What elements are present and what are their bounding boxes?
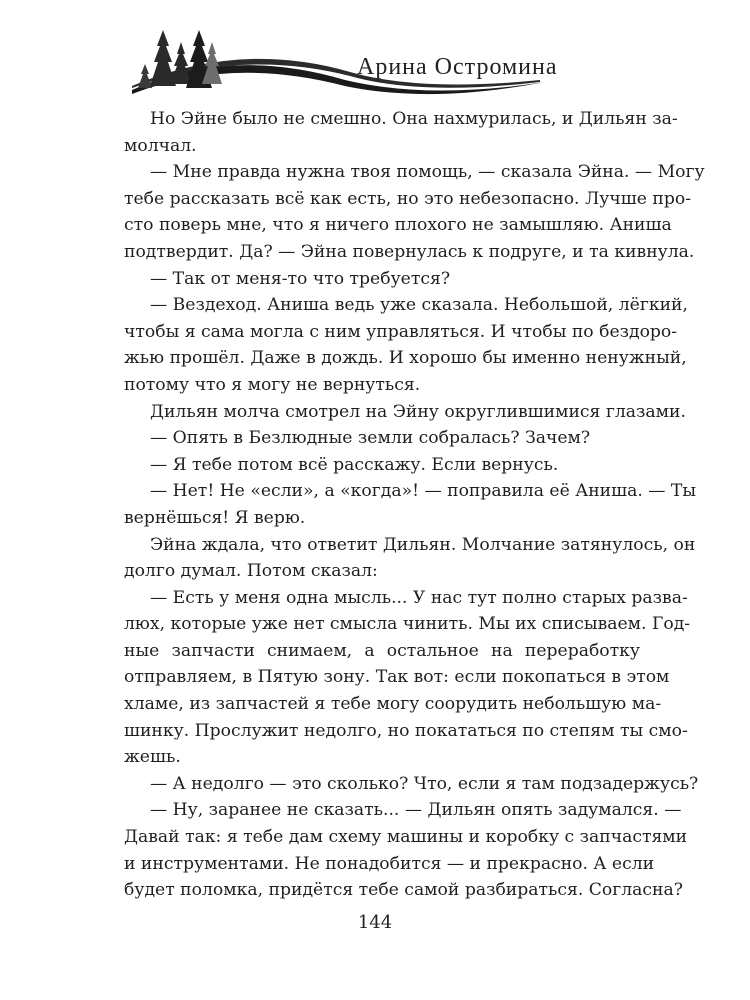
text-line: отправляем, в Пятую зону. Так вот: если покопаться в этом xyxy=(124,667,670,688)
text-line: вернёшься! Я верю. xyxy=(124,507,306,528)
text-line: сто поверь мне, что я ничего плохого не замышляю. Аниша xyxy=(124,215,672,236)
page-body-text xyxy=(124,106,705,904)
text-line: — Вездеход. Аниша ведь уже сказала. Небольшой, лёгкий, xyxy=(150,295,688,316)
text-line: Давай так: я тебе дам схему машины и коробку с запчастями xyxy=(124,827,688,848)
page-number: 144 xyxy=(357,912,393,933)
author-name: Арина Остромина xyxy=(357,54,558,80)
text-line: — Нет! Не «если», а «когда»! — поправила её Аниша. — Ты xyxy=(150,481,697,502)
text-line: Дильян молча смотрел на Эйну округлившимися глазами. xyxy=(150,401,686,422)
text-line: — Мне правда нужна твоя помощь, — сказала Эйна. — Могу xyxy=(150,162,705,183)
text-line: долго думал. Потом сказал: xyxy=(124,561,378,582)
text-line: и инструментами. Не понадобится — и прекрасно. А если xyxy=(124,853,655,874)
text-line: будет поломка, придётся тебе самой разбираться. Согласна? xyxy=(124,880,683,901)
text-line: потому что я могу не вернуться. xyxy=(124,374,421,395)
text-line: шинку. Прослужит недолго, но покататься по степям ты смо- xyxy=(124,720,688,741)
text-line: жешь. xyxy=(124,747,181,768)
text-line: — Опять в Безлюдные земли собралась? Зачем? xyxy=(150,428,591,449)
text-line: — А недолго — это сколько? Что, если я там подзадержусь? xyxy=(150,773,699,794)
page-header xyxy=(0,0,750,100)
text-line: Эйна ждала, что ответит Дильян. Молчание затянулось, он xyxy=(150,534,696,555)
text-line: — Есть у меня одна мысль... У нас тут полно старых разва- xyxy=(150,587,688,608)
text-line: люх, которые уже нет смысла чинить. Мы их списываем. Год- xyxy=(124,614,691,635)
text-line: — Ну, заранее не сказать... — Дильян опять задумался. — xyxy=(150,800,682,821)
text-line: ные запчасти снимаем, а остальное на переработку xyxy=(124,640,640,661)
pine-trees-hills-icon xyxy=(0,0,560,100)
text-line: молчал. xyxy=(124,135,197,156)
text-line: Но Эйне было не смешно. Она нахмурилась, и Дильян за- xyxy=(150,109,678,129)
text-line: — Так от меня-то что требуется? xyxy=(150,268,451,289)
text-line: подтвердит. Да? — Эйна повернулась к подруге, и та кивнула. xyxy=(124,241,695,262)
text-line: жью прошёл. Даже в дождь. И хорошо бы именно ненужный, xyxy=(124,348,687,369)
text-line: — Я тебе потом всё расскажу. Если вернусь. xyxy=(150,454,559,475)
text-line: чтобы я сама могла с ним управляться. И чтобы по бездоро- xyxy=(124,321,678,342)
text-line: хламе, из запчастей я тебе могу соорудить небольшую ма- xyxy=(124,694,662,715)
text-line: тебе рассказать всё как есть, но это небезопасно. Лучше про- xyxy=(124,188,692,209)
